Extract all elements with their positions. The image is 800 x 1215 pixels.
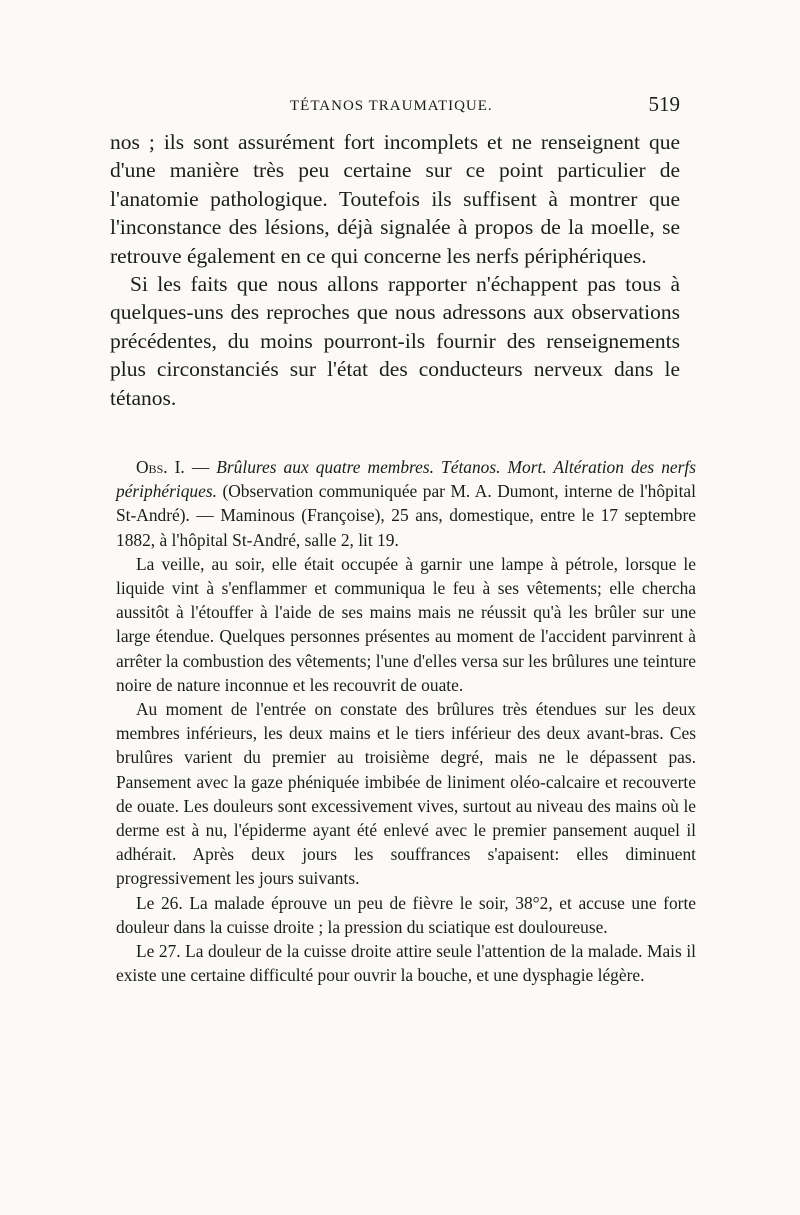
running-title: TÉTANOS TRAUMATIQUE. — [290, 98, 493, 114]
paragraph-1: nos ; ils sont assurément fort incomplets et ne renseignent que d'une manière très peu certaine sur ce point particulier de l'anatomie pathologique. Toutefois ils suffisent à montrer que l'inconstance des lésions, déjà signalée à propos de la moelle, se retrouve également en ce qui concerne les nerfs périphériques. — [110, 130, 680, 268]
observation-paragraph-1: La veille, au soir, elle était occupée à garnir une lampe à pétrole, lorsque le liquide vint à s'enflammer et communiqua le feu à ses vêtements; elle chercha aussitôt à l'étouffer à l'aide de ses mains mais ne réussit qu'à les brûler sur une large étendue. Quelques personnes présentes au moment de l'accident parvinrent à arrêter la combustion des vêtements; l'une d'elles versa sur les brûlures une teinture noire de nature inconnue et les recouvrit de ouate. — [116, 553, 696, 695]
observation-block — [116, 455, 696, 987]
observation-intro: (Observation communiquée par M. A. Dumont, interne de l'hôpital St-André). — Maminous (Françoise), 25 ans, domestique, entre le 17 septembre 1882, à l'hôpital St-André, salle 2, lit 19. — [116, 481, 696, 550]
observation-paragraph-4: Le 27. La douleur de la cuisse droite attire seule l'attention de la malade. Mais il existe une certaine difficulté pour ouvrir la bouche, et une dysphagie légère. — [116, 941, 696, 986]
main-text — [110, 128, 680, 412]
observation-paragraph-2: Au moment de l'entrée on constate des brûlures très étendues sur les deux membres inférieurs, les deux mains et le tiers inférieur des deux avant-bras. Ces brulûres varient du premier au troisième degré, mais ne le dépassent pas. Pansement avec la gaze phéniquée imbibée de liniment oléo-calcaire et recouverte de ouate. Les douleurs sont excessivement vives, surtout au niveau des mains où le derme est à nu, l'épiderme ayant été enlevé avec le premier pansement auquel il adhérait. Après deux jours les souffrances s'apaisent: elles diminuent progressivement les jours suivants. — [116, 699, 696, 889]
page-header — [110, 88, 680, 118]
observation-paragraph-3: Le 26. La malade éprouve un peu de fièvre le soir, 38°2, et accuse une forte douleur dans la cuisse droite ; la pression du sciatique est douloureuse. — [116, 892, 696, 937]
observation-title: Brûlures aux quatre membres. Tétanos. Mort. Altération des nerfs périphériques. — [116, 457, 696, 502]
page-number: 519 — [648, 92, 680, 116]
observation-heading — [116, 455, 696, 552]
paragraph-2: Si les faits que nous allons rapporter n'échappent pas tous à quelques-uns des reproches que nous adressons aux observations précédentes, du moins pourront-ils fournir des renseignements plus circonstanciés sur l'état des conducteurs nerveux dans le tétanos. — [110, 272, 680, 410]
observation-label: Obs. I. — — [136, 457, 210, 477]
